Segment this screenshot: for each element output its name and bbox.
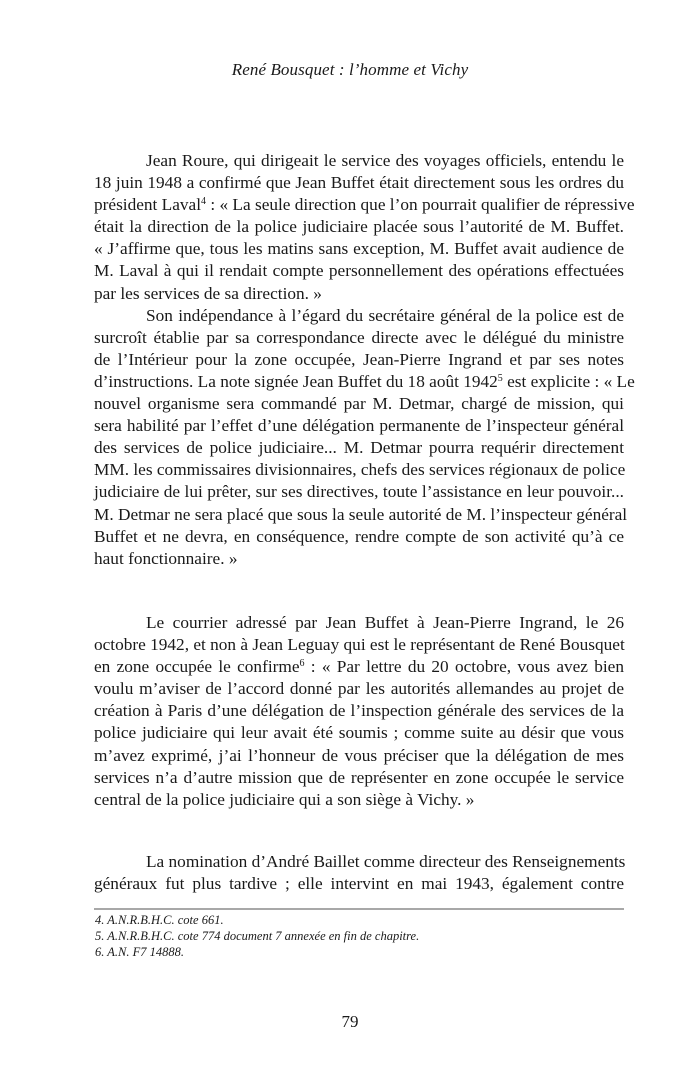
text-line: Le courrier adressé par Jean Buffet à Jean-Pierre Ingrand, le 26	[146, 613, 624, 632]
footnote-5: 5. A.N.R.B.H.C. cote 774 document 7 annexée en fin de chapitre.	[95, 929, 420, 943]
text-line: sera habilité par l’effet d’une délégation permanente de l’inspecteur général	[94, 416, 624, 436]
text-line	[94, 194, 635, 216]
text-line: services n’a d’autre mission que de représenter en zone occupée le service	[94, 767, 624, 787]
text-line: était la direction de la police judiciaire placée sous l’autorité de M. Buffet.	[94, 217, 624, 237]
paragraph-2	[94, 305, 635, 570]
text-line: généraux fut plus tardive ; elle intervint en mai 1943, également contre	[94, 874, 624, 894]
text-line: police judiciaire qui leur avait été soumis ; comme suite au désir que vous	[94, 723, 624, 743]
text-segment: d’instructions. La note signée Jean Buffet du 18 août 1942	[94, 371, 498, 391]
text-line: 18 juin 1948 a confirmé que Jean Buffet était directement sous les ordres du	[94, 173, 624, 193]
text-line: voulu m’aviser de l’accord donné par les autorités allemandes au projet de	[94, 679, 624, 699]
text-segment: en zone occupée le confirme	[94, 657, 300, 677]
footnote-ref-6[interactable]: 6	[299, 658, 305, 670]
footnotes	[95, 912, 625, 960]
text-line: de l’Intérieur pour la zone occupée, Jean-Pierre Ingrand et par ses notes	[94, 349, 624, 369]
text-segment: président Laval	[94, 195, 202, 215]
text-line	[94, 656, 624, 678]
text-segment: : « La seule direction que l’on pourrait qualifier de répressive	[206, 195, 635, 215]
text-line: surcroît établie par sa correspondance directe avec le délégué du ministre	[94, 327, 624, 347]
footnote-6: 6. A.N. F7 14888.	[95, 945, 185, 959]
text-line: des services de police judiciaire... M. Detmar pourra requérir directement	[94, 438, 624, 458]
text-line: « J’affirme que, tous les matins sans exception, M. Buffet avait audience de	[94, 239, 624, 259]
text-line: m’avez exprimé, j’ai l’honneur de vous préciser que la délégation de mes	[94, 745, 624, 765]
text-line: M. Laval à qui il rendait compte personnellement des opérations effectuées	[94, 261, 624, 281]
text-line: La nomination d’André Baillet comme directeur des Renseignements	[146, 852, 626, 871]
text-line: création à Paris d’une délégation de l’inspection générale des services de la	[94, 701, 624, 721]
footnote-4: 4. A.N.R.B.H.C. cote 661.	[95, 913, 224, 927]
paragraph-3	[94, 612, 624, 811]
text-line: central de la police judiciaire qui a son siège à Vichy. »	[94, 789, 475, 809]
text-line: Jean Roure, qui dirigeait le service des voyages officiels, entendu le	[146, 151, 624, 170]
paragraph-4	[94, 851, 624, 895]
text-line	[94, 371, 635, 393]
running-head: René Bousquet : l’homme et Vichy	[231, 60, 469, 79]
text-line: octobre 1942, et non à Jean Leguay qui est le représentant de René Bousquet	[94, 635, 625, 655]
text-line: judiciaire de lui prêter, sur ses directives, toute l’assistance en leur pouvoir...	[94, 482, 624, 502]
text-line: haut fonctionnaire. »	[94, 548, 238, 568]
text-segment: : « Par lettre du 20 octobre, vous avez bien	[304, 657, 624, 677]
paragraph-1	[94, 150, 635, 305]
text-line: Son indépendance à l’égard du secrétaire général de la police est de	[146, 305, 624, 325]
text-line: par les services de sa direction. »	[94, 283, 322, 303]
footnote-divider	[94, 908, 624, 910]
text-line: MM. les commissaires divisionnaires, chefs des services régionaux de police	[94, 460, 626, 480]
footnote-ref-4[interactable]: 4	[201, 196, 207, 208]
text-segment: est explicite : « Le	[502, 371, 635, 391]
page-number: 79	[341, 1012, 359, 1031]
text-line: nouvel organisme sera commandé par M. Detmar, chargé de mission, qui	[94, 394, 624, 414]
text-line: Buffet et ne devra, en conséquence, rendre compte de son activité qu’à ce	[94, 526, 624, 546]
text-line: M. Detmar ne sera placé que sous la seule autorité de M. l’inspecteur général	[94, 504, 628, 524]
footnote-ref-5[interactable]: 5	[497, 373, 503, 385]
